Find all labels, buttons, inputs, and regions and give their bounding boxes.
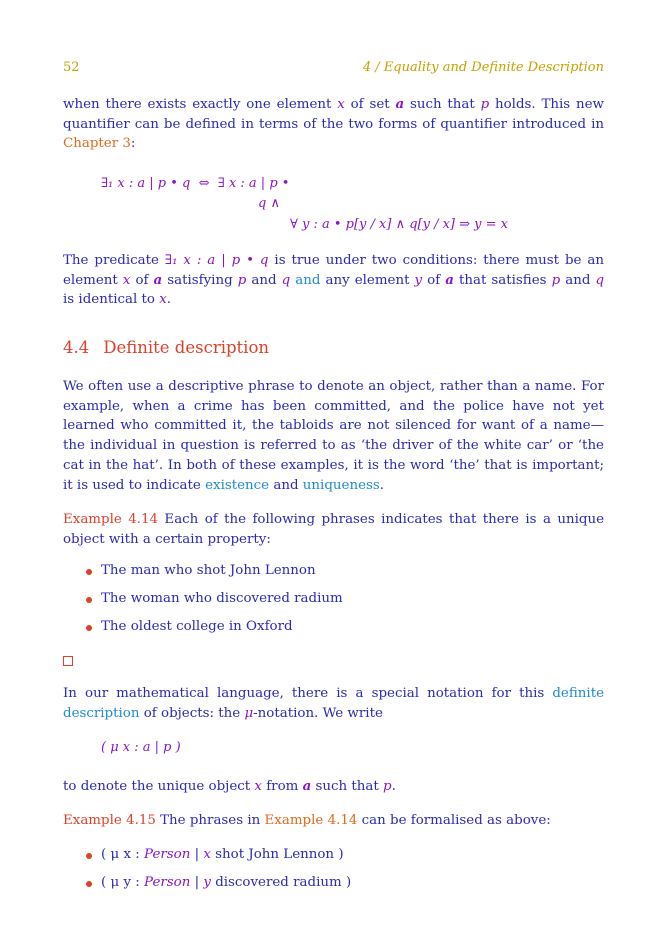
and-link[interactable]: and [295, 272, 321, 288]
list-item: ( μ x : Person | x shot John Lennon ) [84, 845, 351, 873]
example-4-14-list [84, 561, 343, 645]
math-definition-line-1: ∃₁ x : a | p • q ⇔ ∃ x : a | p • [101, 176, 290, 191]
paragraph-quantifier-intro: when there exists exactly one element x of set a such that p holds. This new quantifier can be defined in terms of the two forms of quantifier introduced in Chapter 3: [63, 96, 604, 152]
example-label: Example 4.14 [63, 512, 159, 527]
bullet-icon [86, 597, 92, 603]
example-4-14-link[interactable]: Example 4.14 [264, 813, 358, 828]
example-4-14: Example 4.14 Each of the following phrases indicates that there is a unique object with a certain property: [63, 512, 604, 547]
list-item: ( μ y : Person | y discovered radium ) [84, 873, 351, 901]
bullet-icon [86, 569, 92, 575]
example-4-15: Example 4.15 The phrases in Example 4.14 can be formalised as above: [63, 813, 551, 828]
example-4-15-list [84, 845, 351, 901]
existence-link[interactable]: existence [205, 477, 270, 493]
list-item: The oldest college in Oxford [84, 617, 343, 645]
paragraph-predicate-explanation: The predicate ∃₁ x : a | p • q is true under two conditions: there must be an element x of a satisfying p and q and any element y of a that satisfies p and q is identical to x. [63, 253, 605, 308]
example-label: Example 4.15 [63, 813, 156, 828]
uniqueness-link[interactable]: uniqueness [302, 477, 380, 493]
paragraph-unique-object: to denote the unique object x from a such that p. [63, 778, 396, 794]
mu-notation-formula: ( μ x : a | p ) [101, 740, 181, 755]
running-title: 4 / Equality and Definite Description [362, 60, 604, 75]
list-item: The woman who discovered radium [84, 589, 343, 617]
section-heading [63, 338, 269, 357]
page-number: 52 [63, 60, 80, 75]
math-definition-line-3: ∀ y : a • p[y / x] ∧ q[y / x] ⇒ y = x [290, 217, 508, 232]
section-title: Definite description [103, 338, 270, 357]
bullet-icon [86, 625, 92, 631]
definite-description-link[interactable]: definite description [63, 686, 604, 721]
end-of-example-icon [63, 656, 73, 666]
paragraph-descriptive-phrase: We often use a descriptive phrase to denote an object, rather than a name. For example, when a crime has been committed, and the police have not yet learned who committed it, the tabloids are not silenced for want of a name—the individual in question is referred to as ‘the driver of the white car’ or ‘the cat in the hat’. In both of these examples, it is the word ‘the’ that is important; it is used to indicate existence and uniqueness. [63, 379, 604, 493]
chapter-3-link[interactable]: Chapter 3 [63, 136, 131, 152]
bullet-icon [86, 853, 92, 859]
section-number: 4.4 [63, 338, 90, 357]
bullet-icon [86, 881, 92, 887]
math-definition-line-2: q ∧ [258, 196, 280, 211]
list-item: The man who shot John Lennon [84, 561, 343, 589]
paragraph-mu-notation: In our mathematical language, there is a special notation for this definite description of objects: the μ-notation. We write [63, 686, 604, 721]
